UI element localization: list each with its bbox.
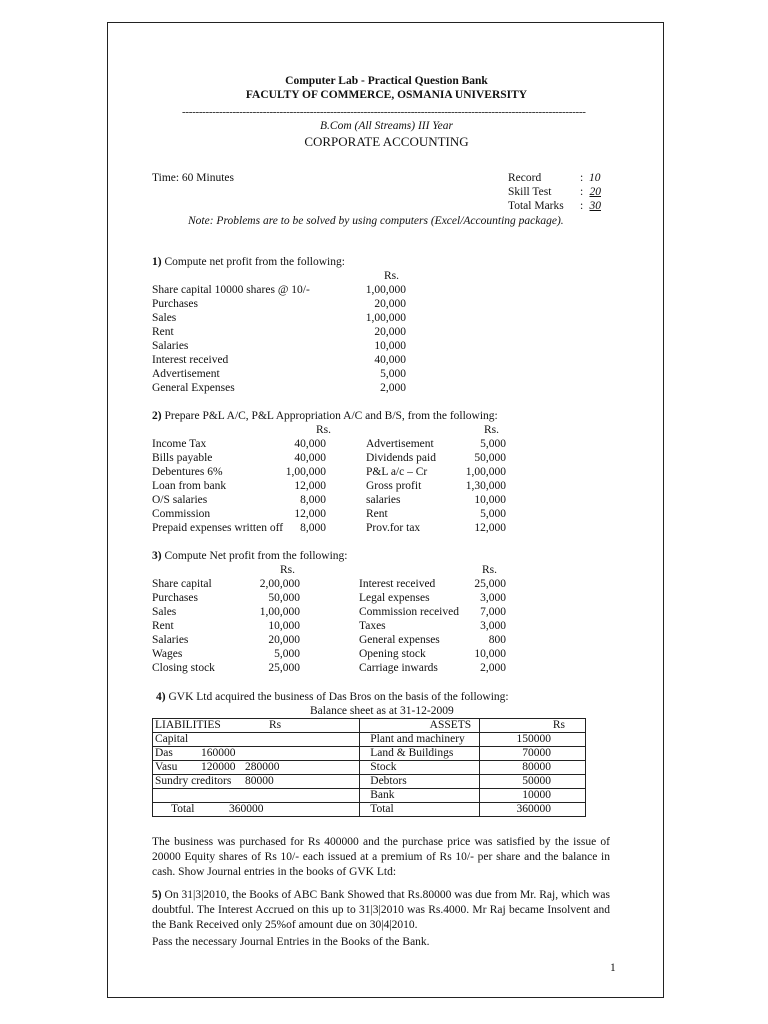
question-5-instruction: Pass the necessary Journal Entries in the Books of the Bank. bbox=[152, 936, 430, 948]
balance-sheet-row bbox=[153, 803, 586, 817]
total-marks-value: 30 bbox=[589, 200, 601, 212]
q3-unit-right: Rs. bbox=[482, 564, 498, 576]
liability-partner-amount: 120000 bbox=[201, 761, 236, 773]
asset-amount: 70000 bbox=[480, 747, 586, 761]
liability-name: Total bbox=[171, 803, 195, 815]
q1-item-label: Advertisement bbox=[152, 368, 220, 380]
balance-sheet-row bbox=[153, 733, 586, 747]
liability-cell bbox=[153, 733, 360, 747]
q1-item-value: 10,000 bbox=[374, 340, 406, 352]
q2-right-label: salaries bbox=[366, 494, 401, 506]
q2-left-value: 8,000 bbox=[300, 494, 326, 506]
q2-left-value: 8,000 bbox=[300, 522, 326, 534]
q3-right-value: 3,000 bbox=[480, 620, 506, 632]
balance-sheet-row bbox=[153, 789, 586, 803]
total-marks-colon: : bbox=[580, 200, 584, 212]
liabilities-rs-heading: Rs bbox=[269, 719, 282, 731]
q3-left-value: 2,00,000 bbox=[259, 578, 300, 590]
q1-item-value: 1,00,000 bbox=[365, 284, 406, 296]
asset-name: Bank bbox=[360, 789, 480, 803]
liability-cell bbox=[153, 747, 360, 761]
q2-right-value: 5,000 bbox=[480, 438, 506, 450]
q2-left-value: 12,000 bbox=[294, 508, 326, 520]
instruction-note: Note: Problems are to be solved by using computers (Excel/Accounting package). bbox=[188, 215, 564, 227]
q3-right-label: Carriage inwards bbox=[359, 662, 438, 674]
q1-item-label: Interest received bbox=[152, 354, 229, 366]
q3-left-label: Wages bbox=[152, 648, 183, 660]
q3-right-value: 7,000 bbox=[480, 606, 506, 618]
q1-item-label: General Expenses bbox=[152, 382, 235, 394]
q1-item-label: Share capital 10000 shares @ 10/- bbox=[152, 284, 310, 296]
q2-right-value: 1,30,000 bbox=[465, 480, 506, 492]
header-divider: ------------------------------------------------------------------------------------------------------------------------ bbox=[182, 106, 586, 118]
liability-name: Capital bbox=[155, 733, 189, 745]
subject-title: CORPORATE ACCOUNTING bbox=[304, 134, 469, 149]
q2-right-label: P&L a/c – Cr bbox=[366, 466, 428, 478]
q3-left-value: 25,000 bbox=[268, 662, 300, 674]
q3-left-label: Closing stock bbox=[152, 662, 215, 674]
q3-left-value: 50,000 bbox=[268, 592, 300, 604]
record-value: 10 bbox=[589, 172, 601, 184]
question-2: 2) Prepare P&L A/C, P&L Appropriation A/C and B/S, from the following: bbox=[152, 410, 498, 422]
q2-left-label: Prepaid expenses written off bbox=[152, 522, 284, 534]
q3-left-label: Sales bbox=[152, 606, 177, 618]
q3-right-label: Taxes bbox=[359, 620, 386, 632]
q2-right-value: 1,00,000 bbox=[465, 466, 506, 478]
balance-sheet-row bbox=[153, 761, 586, 775]
q2-right-label: Prov.for tax bbox=[366, 522, 421, 534]
header-line-2: FACULTY OF COMMERCE, OSMANIA UNIVERSITY bbox=[245, 89, 528, 101]
q3-left-value: 1,00,000 bbox=[259, 606, 300, 618]
q2-left-label: Loan from bank bbox=[152, 480, 227, 492]
liability-amount: 360000 bbox=[229, 803, 264, 815]
asset-name: Land & Buildings bbox=[360, 747, 480, 761]
q3-right-value: 2,000 bbox=[480, 662, 506, 674]
q1-unit: Rs. bbox=[384, 270, 400, 282]
q1-item-value: 20,000 bbox=[374, 298, 406, 310]
liability-name: Vasu bbox=[155, 761, 178, 773]
q1-item-value: 20,000 bbox=[374, 326, 406, 338]
asset-amount: 50000 bbox=[480, 775, 586, 789]
page-number: 1 bbox=[610, 962, 616, 974]
liability-partner-amount: 160000 bbox=[201, 747, 236, 759]
q2-left-value: 1,00,000 bbox=[285, 466, 326, 478]
balance-sheet-table bbox=[152, 718, 586, 817]
total-marks-label: Total Marks bbox=[508, 200, 564, 212]
skill-test-value: 20 bbox=[589, 186, 601, 198]
q3-left-value: 10,000 bbox=[268, 620, 300, 632]
q2-left-label: O/S salaries bbox=[152, 494, 208, 506]
q1-item-value: 1,00,000 bbox=[365, 312, 406, 324]
time-allowed: Time: 60 Minutes bbox=[152, 172, 235, 184]
q3-right-value: 800 bbox=[488, 634, 506, 646]
course-line: B.Com (All Streams) III Year bbox=[320, 120, 453, 132]
liabilities-header-cell bbox=[153, 719, 360, 733]
record-label: Record bbox=[508, 172, 542, 184]
q2-right-value: 12,000 bbox=[474, 522, 506, 534]
asset-amount: 360000 bbox=[480, 803, 586, 817]
liability-amount: 80000 bbox=[245, 775, 274, 787]
q2-left-value: 12,000 bbox=[294, 480, 326, 492]
q2-right-value: 5,000 bbox=[480, 508, 506, 520]
asset-amount: 150000 bbox=[480, 733, 586, 747]
q3-right-label: Commission received bbox=[359, 606, 459, 618]
q3-left-value: 5,000 bbox=[274, 648, 300, 660]
q1-item-label: Salaries bbox=[152, 340, 189, 352]
q2-unit-right: Rs. bbox=[484, 424, 500, 436]
question-4: 4) GVK Ltd acquired the business of Das Bros on the basis of the following: bbox=[156, 691, 509, 703]
q1-item-value: 40,000 bbox=[374, 354, 406, 366]
balance-sheet-title: Balance sheet as at 31-12-2009 bbox=[310, 705, 454, 717]
q3-right-value: 10,000 bbox=[474, 648, 506, 660]
q3-unit-left: Rs. bbox=[280, 564, 296, 576]
liability-cell bbox=[153, 761, 360, 775]
q3-left-value: 20,000 bbox=[268, 634, 300, 646]
assets-rs-heading: Rs bbox=[480, 719, 586, 733]
q2-left-value: 40,000 bbox=[294, 452, 326, 464]
asset-amount: 10000 bbox=[480, 789, 586, 803]
q3-right-value: 3,000 bbox=[480, 592, 506, 604]
liabilities-heading: LIABILITIES bbox=[155, 719, 221, 731]
liability-amount: 280000 bbox=[245, 761, 280, 773]
q3-right-label: Opening stock bbox=[359, 648, 426, 660]
q3-right-label: General expenses bbox=[359, 634, 440, 646]
header-line-1: Computer Lab - Practical Question Bank bbox=[285, 75, 488, 87]
q3-right-label: Interest received bbox=[359, 578, 436, 590]
asset-amount: 80000 bbox=[480, 761, 586, 775]
skill-test-colon: : bbox=[580, 186, 584, 198]
liability-cell bbox=[153, 789, 360, 803]
q2-right-label: Rent bbox=[366, 508, 388, 520]
q2-right-label: Dividends paid bbox=[366, 452, 436, 464]
q2-left-value: 40,000 bbox=[294, 438, 326, 450]
record-colon: : bbox=[580, 172, 584, 184]
question-3: 3) Compute Net profit from the following: bbox=[152, 550, 348, 562]
q2-left-label: Income Tax bbox=[152, 438, 207, 450]
q2-right-label: Gross profit bbox=[366, 480, 422, 492]
q3-left-label: Share capital bbox=[152, 578, 212, 590]
asset-name: Stock bbox=[360, 761, 480, 775]
liability-cell bbox=[153, 775, 360, 789]
q2-left-label: Debentures 6% bbox=[152, 466, 223, 478]
q3-left-label: Salaries bbox=[152, 634, 189, 646]
liability-name: Sundry creditors bbox=[155, 775, 232, 787]
q2-unit-left: Rs. bbox=[316, 424, 332, 436]
balance-sheet-row bbox=[153, 747, 586, 761]
asset-name: Plant and machinery bbox=[360, 733, 480, 747]
q3-left-label: Purchases bbox=[152, 592, 198, 604]
q2-right-label: Advertisement bbox=[366, 438, 434, 450]
q1-item-value: 2,000 bbox=[380, 382, 406, 394]
q2-right-value: 50,000 bbox=[474, 452, 506, 464]
q2-left-label: Commission bbox=[152, 508, 211, 520]
question-1: 1) Compute net profit from the following: bbox=[152, 256, 345, 268]
skill-test-label: Skill Test bbox=[508, 186, 552, 198]
question-5: 5) On 31|3|2010, the Books of ABC Bank Showed that Rs.80000 was due from Mr. Raj, which was doubtful. The Interest Accrued on this up to 31|3|2010 was Rs.4000. Mr Raj became Insolvent and the Bank Received only 25%of amount due on 30|4|2010. bbox=[152, 889, 610, 931]
q1-item-label: Rent bbox=[152, 326, 174, 338]
liability-cell bbox=[153, 803, 360, 817]
q3-right-label: Legal expenses bbox=[359, 592, 430, 604]
document-page bbox=[107, 22, 664, 998]
balance-sheet-row bbox=[153, 775, 586, 789]
q2-left-label: Bills payable bbox=[152, 452, 213, 464]
question-4-paragraph: The business was purchased for Rs 400000 and the purchase price was satisfied by the issue of 20000 Equity shares of Rs 10/- each issued at a premium of Rs 10/- per share and the balance in cash. Show Journal entries in the books of GVK Ltd: bbox=[152, 836, 610, 878]
assets-heading: ASSETS bbox=[360, 719, 480, 733]
q1-item-label: Sales bbox=[152, 312, 177, 324]
balance-sheet-header-row bbox=[153, 719, 586, 733]
asset-name: Total bbox=[360, 803, 480, 817]
q3-right-value: 25,000 bbox=[474, 578, 506, 590]
asset-name: Debtors bbox=[360, 775, 480, 789]
liability-name: Das bbox=[155, 747, 173, 759]
q1-item-label: Purchases bbox=[152, 298, 198, 310]
q2-right-value: 10,000 bbox=[474, 494, 506, 506]
q3-left-label: Rent bbox=[152, 620, 174, 632]
q1-item-value: 5,000 bbox=[380, 368, 406, 380]
